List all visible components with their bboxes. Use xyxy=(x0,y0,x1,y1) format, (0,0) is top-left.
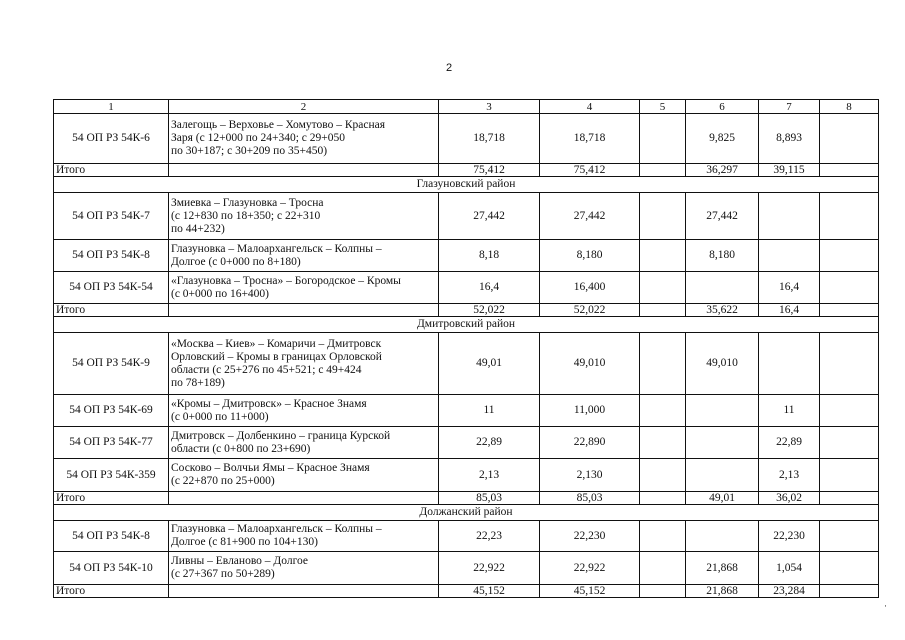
section-row xyxy=(54,177,879,193)
value-cell-c7: 11 xyxy=(759,395,820,427)
value-cell-c6 xyxy=(686,272,759,304)
total-label: Итого xyxy=(54,304,169,317)
value-cell-c4: 49,010 xyxy=(540,333,640,395)
road-name-line: Залегощь – Верховье – Хомутово – Красная xyxy=(171,119,385,131)
road-name-line: «Москва – Киев» – Комаричи – Дмитровск xyxy=(171,337,382,350)
value-cell-c8 xyxy=(820,114,879,164)
total-value-c8 xyxy=(820,164,879,177)
total-value-c4: 85,03 xyxy=(540,492,640,505)
value-cell-c6 xyxy=(686,459,759,492)
road-name-cell xyxy=(169,114,439,164)
value-cell-c7 xyxy=(759,240,820,272)
total-value-c4: 52,022 xyxy=(540,304,640,317)
value-cell-c8 xyxy=(820,272,879,304)
total-empty-cell xyxy=(169,585,439,598)
value-cell-c3: 16,4 xyxy=(439,272,540,304)
section-row xyxy=(54,505,879,521)
road-name-line: Глазуновка – Малоархангельск – Колпны – xyxy=(171,523,382,535)
road-name-line: (с 27+367 по 50+289) xyxy=(171,568,275,580)
value-cell-c4: 27,442 xyxy=(540,193,640,240)
total-value-c7: 16,4 xyxy=(759,304,820,317)
value-cell-c3: 8,18 xyxy=(439,240,540,272)
table-row xyxy=(54,333,879,395)
total-empty-cell xyxy=(169,492,439,505)
value-cell-c6: 49,010 xyxy=(686,333,759,395)
road-name-line: (с 0+000 по 16+400) xyxy=(171,287,270,300)
total-value-c3: 75,412 xyxy=(439,164,540,177)
road-name-line: по 78+189) xyxy=(171,376,225,389)
total-value-c3: 52,022 xyxy=(439,304,540,317)
total-row xyxy=(54,492,879,505)
value-cell-c7: 1,054 xyxy=(759,552,820,585)
total-label: Итого xyxy=(54,164,169,177)
road-name-cell xyxy=(169,521,439,552)
value-cell-c5 xyxy=(640,240,686,272)
section-row xyxy=(54,317,879,333)
value-cell-c7 xyxy=(759,193,820,240)
total-row xyxy=(54,164,879,177)
header-cell: 4 xyxy=(540,100,640,114)
roads-table-container xyxy=(53,99,879,598)
total-value-c5 xyxy=(640,304,686,317)
section-title: Глазуновский район xyxy=(54,177,879,193)
value-cell-c3: 22,922 xyxy=(439,552,540,585)
value-cell-c7: 22,89 xyxy=(759,427,820,459)
road-name-line: Змиевка – Глазуновка – Тросна xyxy=(171,196,324,209)
road-name-line: (с 0+000 по 11+000) xyxy=(171,410,269,423)
value-cell-c5 xyxy=(640,395,686,427)
road-name-cell xyxy=(169,193,439,240)
road-name-cell xyxy=(169,427,439,459)
value-cell-c3: 22,23 xyxy=(439,521,540,552)
value-cell-c5 xyxy=(640,114,686,164)
road-name-cell xyxy=(169,272,439,304)
scan-mark: · xyxy=(884,601,887,611)
value-cell-c6: 21,868 xyxy=(686,552,759,585)
value-cell-c4: 22,890 xyxy=(540,427,640,459)
total-value-c7: 36,02 xyxy=(759,492,820,505)
header-cell: 5 xyxy=(640,100,686,114)
total-empty-cell xyxy=(169,304,439,317)
road-code-cell: 54 ОП РЗ 54К-54 xyxy=(54,272,169,304)
value-cell-c8 xyxy=(820,333,879,395)
total-value-c8 xyxy=(820,585,879,598)
table-row xyxy=(54,395,879,427)
road-name-line: «Глазуновка – Тросна» – Богородское – Кромы xyxy=(171,274,401,287)
value-cell-c5 xyxy=(640,272,686,304)
value-cell-c7: 2,13 xyxy=(759,459,820,492)
total-value-c5 xyxy=(640,492,686,505)
header-row xyxy=(54,100,879,114)
road-code-cell: 54 ОП РЗ 54К-8 xyxy=(54,521,169,552)
value-cell-c3: 2,13 xyxy=(439,459,540,492)
value-cell-c4: 16,400 xyxy=(540,272,640,304)
table-row xyxy=(54,552,879,585)
road-name-line: «Кромы – Дмитровск» – Красное Знамя xyxy=(171,397,367,410)
header-cell: 3 xyxy=(439,100,540,114)
roads-table-body xyxy=(54,100,879,598)
table-row xyxy=(54,240,879,272)
total-value-c6: 49,01 xyxy=(686,492,759,505)
value-cell-c6: 27,442 xyxy=(686,193,759,240)
section-title: Дмитровский район xyxy=(54,317,879,333)
value-cell-c6: 9,825 xyxy=(686,114,759,164)
value-cell-c8 xyxy=(820,552,879,585)
value-cell-c6: 8,180 xyxy=(686,240,759,272)
road-name-line: области (с 25+276 по 45+521; с 49+424 xyxy=(171,363,362,376)
table-row xyxy=(54,521,879,552)
value-cell-c8 xyxy=(820,240,879,272)
total-value-c8 xyxy=(820,304,879,317)
road-code-cell: 54 ОП РЗ 54К-7 xyxy=(54,193,169,240)
road-name-cell xyxy=(169,395,439,427)
section-title: Должанский район xyxy=(54,505,879,521)
road-name-cell xyxy=(169,240,439,272)
road-code-cell: 54 ОП РЗ 54К-77 xyxy=(54,427,169,459)
road-name-line: по 30+187; с 30+209 по 35+450) xyxy=(171,145,328,157)
road-name-line: Дмитровск – Долбенкино – граница Курской xyxy=(171,429,391,442)
value-cell-c3: 27,442 xyxy=(439,193,540,240)
total-value-c5 xyxy=(640,585,686,598)
road-name-line: Сосково – Волчьи Ямы – Красное Знамя xyxy=(171,462,370,474)
road-name-line: Глазуновка – Малоархангельск – Колпны – xyxy=(171,242,382,255)
value-cell-c3: 18,718 xyxy=(439,114,540,164)
value-cell-c4: 2,130 xyxy=(540,459,640,492)
value-cell-c3: 49,01 xyxy=(439,333,540,395)
value-cell-c5 xyxy=(640,552,686,585)
value-cell-c4: 8,180 xyxy=(540,240,640,272)
total-row xyxy=(54,304,879,317)
road-name-line: Долгое (с 81+900 по 104+130) xyxy=(171,536,318,548)
total-value-c4: 45,152 xyxy=(540,585,640,598)
value-cell-c8 xyxy=(820,427,879,459)
road-name-line: (с 12+830 по 18+350; с 22+310 xyxy=(171,209,321,222)
total-value-c3: 45,152 xyxy=(439,585,540,598)
road-name-line: Ливны – Евланово – Долгое xyxy=(171,555,309,567)
page-number: 2 xyxy=(446,62,453,74)
total-value-c8 xyxy=(820,492,879,505)
road-code-cell: 54 ОП РЗ 54К-69 xyxy=(54,395,169,427)
total-value-c5 xyxy=(640,164,686,177)
header-cell: 8 xyxy=(820,100,879,114)
value-cell-c8 xyxy=(820,521,879,552)
road-name-line: области (с 0+800 по 23+690) xyxy=(171,442,311,455)
total-value-c3: 85,03 xyxy=(439,492,540,505)
value-cell-c4: 11,000 xyxy=(540,395,640,427)
value-cell-c8 xyxy=(820,459,879,492)
road-code-cell: 54 ОП РЗ 54К-359 xyxy=(54,459,169,492)
value-cell-c5 xyxy=(640,521,686,552)
total-label: Итого xyxy=(54,585,169,598)
table-row xyxy=(54,459,879,492)
road-name-line: (с 22+870 по 25+000) xyxy=(171,475,275,487)
road-code-cell: 54 ОП РЗ 54К-9 xyxy=(54,333,169,395)
road-name-line: по 44+232) xyxy=(171,222,225,235)
road-code-cell: 54 ОП РЗ 54К-10 xyxy=(54,552,169,585)
total-value-c4: 75,412 xyxy=(540,164,640,177)
road-name-cell xyxy=(169,459,439,492)
value-cell-c6 xyxy=(686,521,759,552)
value-cell-c5 xyxy=(640,427,686,459)
value-cell-c8 xyxy=(820,395,879,427)
value-cell-c3: 11 xyxy=(439,395,540,427)
table-row xyxy=(54,114,879,164)
total-value-c6: 36,297 xyxy=(686,164,759,177)
value-cell-c6 xyxy=(686,395,759,427)
value-cell-c4: 22,230 xyxy=(540,521,640,552)
table-row xyxy=(54,193,879,240)
value-cell-c4: 22,922 xyxy=(540,552,640,585)
table-row xyxy=(54,272,879,304)
header-cell: 6 xyxy=(686,100,759,114)
total-value-c6: 35,622 xyxy=(686,304,759,317)
value-cell-c7: 16,4 xyxy=(759,272,820,304)
road-name-line: Орловский – Кромы в границах Орловской xyxy=(171,350,382,363)
value-cell-c6 xyxy=(686,427,759,459)
total-label: Итого xyxy=(54,492,169,505)
total-row xyxy=(54,585,879,598)
value-cell-c5 xyxy=(640,193,686,240)
header-cell: 1 xyxy=(54,100,169,114)
road-name-cell xyxy=(169,333,439,395)
value-cell-c7: 22,230 xyxy=(759,521,820,552)
header-cell: 2 xyxy=(169,100,439,114)
total-value-c7: 23,284 xyxy=(759,585,820,598)
road-name-line: Долгое (с 0+000 по 8+180) xyxy=(171,255,301,268)
value-cell-c7 xyxy=(759,333,820,395)
value-cell-c4: 18,718 xyxy=(540,114,640,164)
total-value-c7: 39,115 xyxy=(759,164,820,177)
road-name-line: Заря (с 12+000 по 24+340; с 29+050 xyxy=(171,132,345,144)
header-cell: 7 xyxy=(759,100,820,114)
value-cell-c5 xyxy=(640,333,686,395)
total-empty-cell xyxy=(169,164,439,177)
value-cell-c8 xyxy=(820,193,879,240)
road-name-cell xyxy=(169,552,439,585)
road-code-cell: 54 ОП РЗ 54К-6 xyxy=(54,114,169,164)
value-cell-c3: 22,89 xyxy=(439,427,540,459)
total-value-c6: 21,868 xyxy=(686,585,759,598)
value-cell-c7: 8,893 xyxy=(759,114,820,164)
value-cell-c5 xyxy=(640,459,686,492)
table-row xyxy=(54,427,879,459)
roads-table xyxy=(53,99,879,598)
road-code-cell: 54 ОП РЗ 54К-8 xyxy=(54,240,169,272)
